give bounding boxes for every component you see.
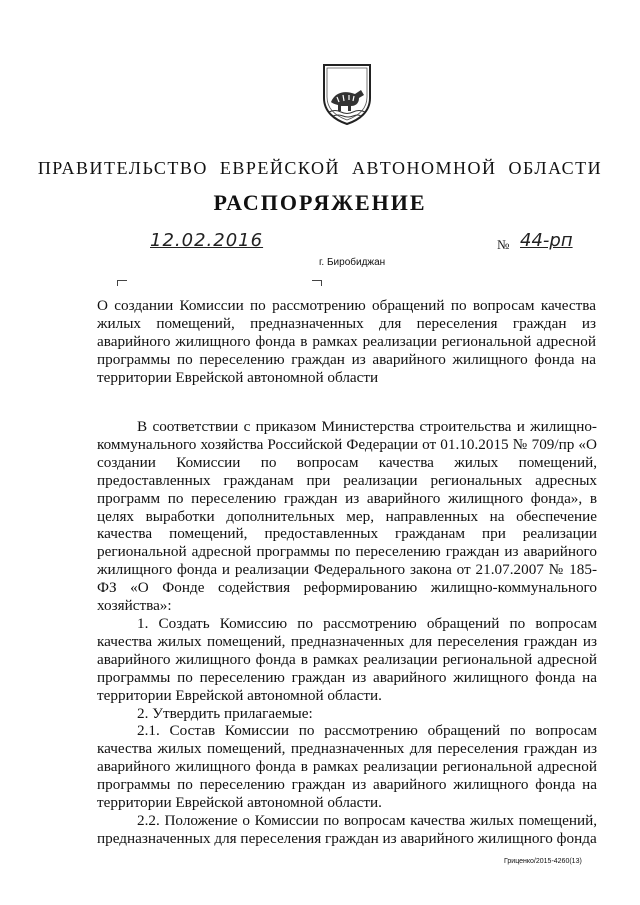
- body-paragraph: 2.2. Положение о Комиссии по вопросам качества жилых помещений, предназначенных для переселения граждан из аварийного жилищного фонда: [97, 811, 597, 847]
- document-type: РАСПОРЯЖЕНИЕ: [213, 190, 427, 215]
- document-body: [97, 418, 597, 848]
- coat-of-arms-icon: [321, 62, 373, 126]
- document-number: 44-рп: [520, 230, 573, 251]
- number-label: №: [497, 237, 510, 252]
- title-corner-right: [312, 280, 322, 286]
- document-date: 12.02.2016: [150, 230, 264, 251]
- footer-code: Гриценко/2015-4260(13): [504, 858, 582, 865]
- city: г. Биробиджан: [319, 257, 386, 268]
- document-title: О создании Комиссии по рассмотрению обращений по вопросам качества жилых помещений, предназначенных для переселения граждан из аварийного жилищного фонда в рамках реализации региональной адресной программы по переселению граждан из аварийного жилищного фонда на территории Еврейской автономной области: [97, 297, 596, 386]
- body-paragraph: 1. Создать Комиссию по рассмотрению обращений по вопросам качества жилых помещений, предназначенных для переселения граждан из аварийного жилищного фонда в рамках реализации региональной адресной программы по переселению граждан из аварийного жилищного фонда на территории Еврейской автономной области.: [97, 614, 597, 704]
- body-paragraph: 2. Утвердить прилагаемые:: [137, 704, 313, 722]
- body-paragraph: В соответствии с приказом Министерства строительства и жилищно-коммунального хозяйства Российской Федерации от 01.10.2015 № 709/пр «О создании Комиссии по вопросам качества жилых помещений, предоставленных гражданам при реализации региональных адресных программ по переселению граждан из аварийного жилищного фонда», в целях выработки дополнительных мер, направленных на обеспечение качества помещений, предоставленных гражданам при реализации региональной адресной программы по переселению граждан из аварийного жилищного фонда и реализации Федерального закона от 21.07.2007 № 185-ФЗ «О Фонде содействия реформированию жилищно-коммунального хозяйства»:: [97, 418, 597, 615]
- government-heading: ПРАВИТЕЛЬСТВО ЕВРЕЙСКОЙ АВТОНОМНОЙ ОБЛАСТИ: [37, 158, 603, 178]
- body-paragraph: 2.1. Состав Комиссии по рассмотрению обращений по вопросам качества жилых помещений, предназначенных для переселения граждан из аварийного жилищного фонда в рамках реализации региональной адресной программы по переселению граждан из аварийного жилищного фонда на территории Еврейской автономной области.: [97, 722, 597, 812]
- title-corner-left: [117, 280, 127, 286]
